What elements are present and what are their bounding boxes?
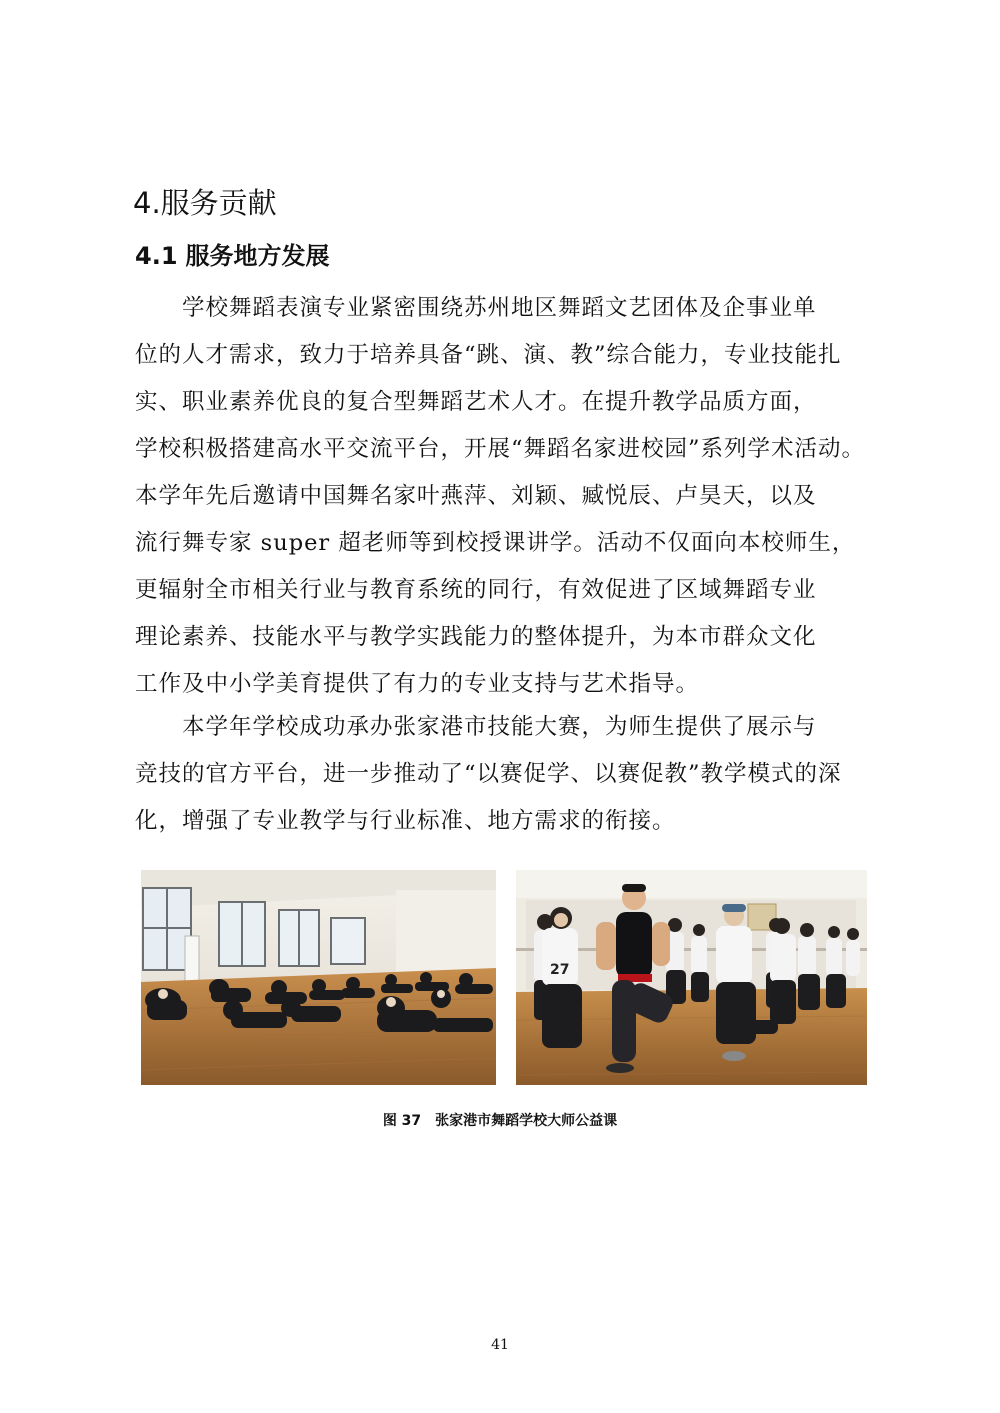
photo-master-class-teacher <box>516 870 867 1085</box>
paragraph-line: 更辐射全市相关行业与教育系统的同行，有效促进了区域舞蹈专业 <box>135 577 817 603</box>
subsection-title: 服务地方发展 <box>185 242 330 270</box>
paragraph-service-local <box>135 285 905 708</box>
paragraph-line: 竞技的官方平台，进一步推动了“以赛促学、以赛促教”教学模式的深 <box>135 761 842 787</box>
subsection-number: 4.1 <box>135 242 178 270</box>
paragraph-line: 理论素养、技能水平与教学实践能力的整体提升，为本市群众文化 <box>135 624 817 650</box>
paragraph-line: 工作及中小学美育提供了有力的专业支持与艺术指导。 <box>135 671 700 697</box>
figure-label: 图 37 <box>382 1113 422 1129</box>
paragraph-line: 本学年学校成功承办张家港市技能大赛，为师生提供了展示与 <box>135 714 817 740</box>
paragraph-line: 学校舞蹈表演专业紧密围绕苏州地区舞蹈文艺团体及企事业单 <box>135 295 817 321</box>
page-number: 41 <box>491 1337 509 1353</box>
paragraph-line: 化，增强了专业教学与行业标准、地方需求的衔接。 <box>135 808 676 834</box>
photo-dance-class-floor <box>141 870 496 1085</box>
paragraph-line: 流行舞专家 super 超老师等到校授课讲学。活动不仅面向本校师生， <box>135 530 856 556</box>
paragraph-line: 位的人才需求，致力于培养具备“跳、演、教”综合能力，专业技能扎 <box>135 342 842 368</box>
paragraph-line: 本学年先后邀请中国舞名家叶燕萍、刘颖、臧悦辰、卢昊天，以及 <box>135 483 817 509</box>
paragraph-line: 学校积极搭建高水平交流平台，开展“舞蹈名家进校园”系列学术活动。 <box>135 436 866 462</box>
subsection-heading <box>135 238 330 274</box>
figure-caption <box>0 1111 1000 1131</box>
paragraph-line: 实、职业素养优良的复合型舞蹈艺术人才。在提升教学品质方面， <box>135 389 817 415</box>
paragraph-skills-contest <box>135 704 905 845</box>
section-heading: 4.服务贡献 <box>133 186 277 220</box>
figure-caption-text: 张家港市舞蹈学校大师公益课 <box>435 1113 618 1129</box>
svg-text:27: 27 <box>550 962 570 978</box>
